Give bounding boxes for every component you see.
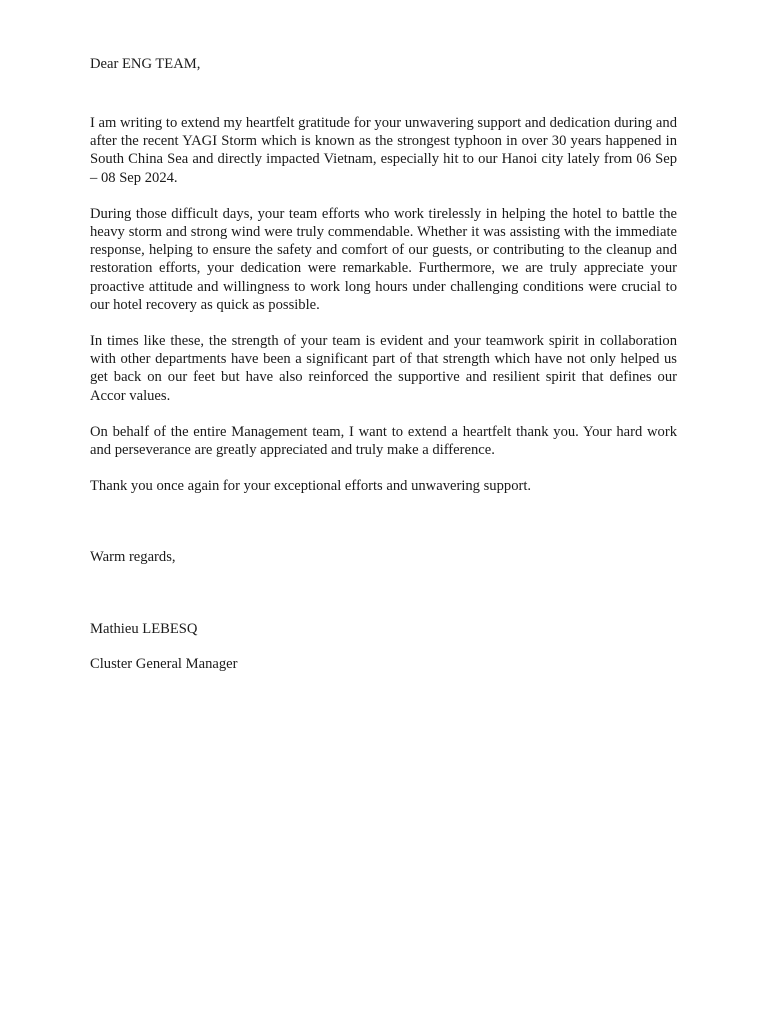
letter-salutation: Dear ENG TEAM, [90, 56, 201, 72]
letter-closing: Warm regards, [90, 549, 176, 566]
letter-paragraph-team-efforts: During those difficult days, your team efforts who work tirelessly in helping the hotel to battle the heavy storm and strong wind were truly commendable. Whether it was assisting with the immediate response, helping to ensure the safety and comfort of our guests, or contributing to the cleanup and restoration efforts, your dedication were remarkable. Furthermore, we are truly appreciate your proactive attitude and willingness to work long hours under challenging conditions were crucial to our hotel recovery as quick as possible. [90, 205, 677, 313]
letter-paragraph-final-thanks: Thank you once again for your exceptional efforts and unwavering support. [90, 478, 532, 495]
letter-paragraph-gratitude: I am writing to extend my heartfelt gratitude for your unwavering support and dedication during and after the recent YAGI Storm which is known as the strongest typhoon in over 30 years happened in South China Sea and directly impacted Vietnam, especially hit to our Hanoi city lately from 06 Sep – 08 Sep 2024. [90, 115, 677, 186]
letter-paragraph-thank-you: On behalf of the entire Management team, I want to extend a heartfelt thank you. Your hard work and perseverance are greatly appreciated and truly make a difference. [90, 423, 677, 459]
signer-title: Cluster General Manager [90, 656, 238, 673]
letter-paragraph-teamwork: In times like these, the strength of your team is evident and your teamwork spirit in collaboration with other departments have been a significant part of that strength which have not only helped us get back on our feet but have also reinforced the supportive and resilient spirit that defines our Accor values. [90, 333, 677, 404]
signer-name: Mathieu LEBESQ [90, 621, 198, 638]
letter-body [90, 55, 677, 673]
